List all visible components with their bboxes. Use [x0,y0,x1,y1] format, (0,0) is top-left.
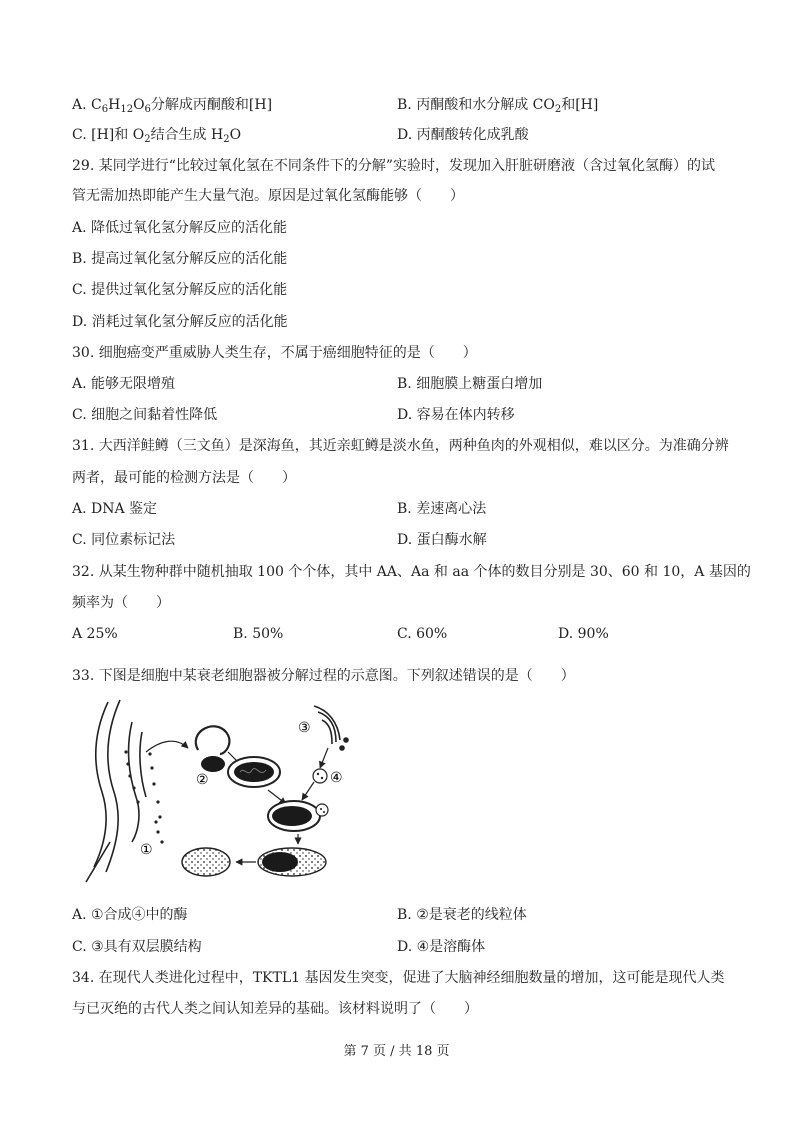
q30-option-b: B. 细胞膜上糖蛋白增加 [397,376,543,392]
q30-option-c: C. 细胞之间黏着性降低 [72,407,218,423]
q30-option-d: D. 容易在体内转移 [397,407,515,423]
q32-option-c: C. 60% [397,626,448,642]
q29-option-d: D. 消耗过氧化氢分解反应的活化能 [72,314,288,330]
q32-option-a: A 25% [72,626,118,642]
label-3: ③ [298,720,311,736]
q30-option-a: A. 能够无限增殖 [72,376,176,392]
label-1: ① [140,842,153,858]
q31-stem-line1: 31. 大西洋鲑鳟（三文鱼）是深海鱼，其近亲虹鳟是淡水鱼，两种鱼肉的外观相似，难以区分。为准确分辨 [72,438,729,454]
q29-option-b: B. 提高过氧化氢分解反应的活化能 [72,251,288,267]
lysosome-shape [313,769,327,783]
arrow-lysosome-to-fusion [302,782,314,800]
arrow-er-to-phagophore [146,741,188,752]
q34-stem-line1: 34. 在现代人类进化过程中，TKTL1 基因发生突变，促进了大脑神经细胞数量的增加，这可能是现代人类 [72,970,725,986]
q28-option-b: B. 丙酮酸和水分解成 $CO_2$和[H] [397,97,599,115]
q28-option-d: D. 丙酮酸转化成乳酸 [397,127,529,143]
q28-option-c: C. [H]和 $O_2$结合生成 $H_2O$ [72,127,242,145]
q33-option-a: A. ①合成④中的酶 [72,907,188,923]
q33-option-c: C. ③具有双层膜结构 [72,939,202,955]
label-2: ② [196,772,209,788]
q34-stem-line2: 与已灭绝的古代人类之间认知差异的基础。该材料说明了（ ） [72,1001,478,1017]
organelle-degradation-diagram [76,692,356,892]
q32-option-b: B. 50% [233,626,284,642]
q31-stem-line2: 两者，最可能的检测方法是（ ） [72,470,296,486]
ribosome-dots [124,750,163,843]
q32-option-d: D. 90% [558,626,609,642]
q32-stem-line2: 频率为（ ） [72,595,170,611]
residual-body [182,848,230,876]
q31-option-d: D. 蛋白酶水解 [397,532,487,548]
aged-mitochondrion-small [201,756,225,772]
endoplasmic-reticulum-shape [86,700,146,882]
phagophore-shape [196,726,230,754]
degrading-organelle [258,848,326,876]
q28-option-a: A. $C_6H_{12}O_6$分解成丙酮酸和[H] [72,97,273,115]
q31-option-b: B. 差速离心法 [397,501,487,517]
q33-stem-line1: 33. 下图是细胞中某衰老细胞器被分解过程的示意图。下列叙述错误的是（ ） [72,668,575,684]
q33-option-d: D. ④是溶酶体 [397,939,486,955]
q29-option-c: C. 提供过氧化氢分解反应的活化能 [72,282,288,298]
autophagosome-1 [228,757,280,787]
q33-option-b: B. ②是衰老的线粒体 [397,907,527,923]
q31-option-c: C. 同位素标记法 [72,532,176,548]
q31-option-a: A. DNA 鉴定 [72,501,158,517]
q32-stem-line1: 32. 从某生物种群中随机抽取 100 个个体，其中 AA、Aa 和 aa 个体的数目分别是 30、60 和 10，A 基因的 [72,564,751,580]
label-4: ④ [330,770,343,786]
page-footer: 第 7 页 / 共 18 页 [343,1044,450,1059]
q30-stem-line1: 30. 细胞癌变严重威胁人类生存，不属于癌细胞特征的是（ ） [72,345,477,361]
q29-stem-line1: 29. 某同学进行“比较过氧化氢在不同条件下的分解”实验时，发现加入肝脏研磨液（含过氧化氢酶）的试 [72,158,716,174]
golgi-apparatus-shape [314,706,348,750]
q29-option-a: A. 降低过氧化氢分解反应的活化能 [72,220,288,236]
arrow-golgi-to-lysosome [320,748,328,768]
autolysosome-fusion [268,801,328,831]
q29-stem-line2: 管无需加热即能产生大量气泡。原因是过氧化氢酶能够（ ） [72,188,464,204]
